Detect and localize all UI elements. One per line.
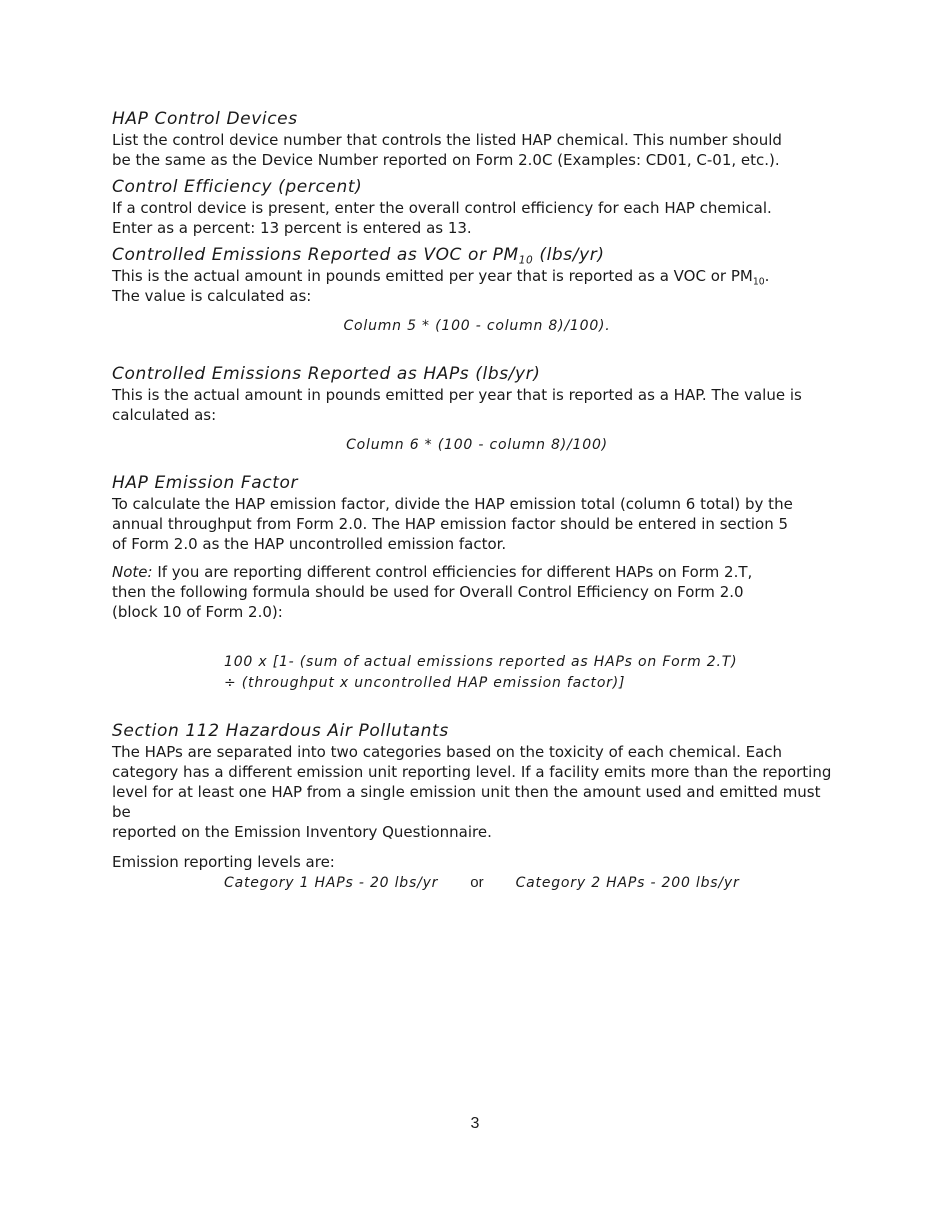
paragraph-line: be the same as the Device Number reported on Form 2.0C (Examples: CD01, C-01, etc.). — [112, 151, 780, 169]
paragraph-line — [112, 266, 842, 286]
heading-text: (lbs/yr) — [533, 245, 605, 265]
paragraph-line: This is the actual amount in pounds emitted per year that is reported as a HAP. The value is — [112, 386, 802, 404]
section-112-haps — [112, 720, 842, 894]
note-line — [112, 562, 842, 582]
paragraph-line: To calculate the HAP emission factor, divide the HAP emission total (column 6 total) by the — [112, 495, 793, 513]
paragraph-line: annual throughput from Form 2.0. The HAP emission factor should be entered in section 5 — [112, 515, 789, 533]
page-number: 3 — [470, 1115, 480, 1132]
formula-voc: Column 5 * (100 - column 8)/100). — [343, 318, 611, 334]
subscript: 10 — [518, 254, 534, 267]
paragraph-line: The value is calculated as: — [112, 287, 312, 305]
paragraph-line: calculated as: — [112, 406, 217, 424]
formula-control-efficiency-line2: ÷ (throughput x uncontrolled HAP emission factor)] — [224, 675, 626, 691]
note-line: then the following formula should be used for Overall Control Efficiency on Form 2.0 — [112, 583, 744, 601]
section-controlled-voc — [112, 244, 842, 337]
levels-intro: Emission reporting levels are: — [112, 853, 335, 871]
paragraph-line: List the control device number that controls the listed HAP chemical. This number should — [112, 131, 782, 149]
heading-controlled-voc — [112, 244, 842, 266]
reporting-levels — [112, 872, 842, 894]
note-line: (block 10 of Form 2.0): — [112, 603, 283, 621]
paragraph-text: This is the actual amount in pounds emitted per year that is reported as a VOC or PM — [112, 267, 753, 285]
heading-controlled-haps: Controlled Emissions Reported as HAPs (lbs/yr) — [112, 364, 541, 384]
category-1-level: Category 1 HAPs - 20 lbs/yr — [224, 875, 439, 891]
formula-control-efficiency-line1: 100 x [1- (sum of actual emissions reported as HAPs on Form 2.T) — [224, 654, 738, 670]
note-text: If you are reporting different control efficiencies for different HAPs on Form 2.T, — [152, 563, 753, 581]
paragraph-line: The HAPs are separated into two categories based on the toxicity of each chemical. Each — [112, 743, 783, 761]
paragraph-line: Enter as a percent: 13 percent is entered as 13. — [112, 219, 472, 237]
section-control-efficiency — [112, 176, 842, 238]
section-controlled-haps — [112, 363, 842, 456]
formula-haps: Column 6 * (100 - column 8)/100) — [346, 437, 608, 453]
heading-control-efficiency: Control Efficiency (percent) — [112, 177, 363, 197]
paragraph-line: level for at least one HAP from a single emission unit then the amount used and emitted must be — [112, 783, 821, 821]
paragraph-line: If a control device is present, enter the overall control efficiency for each HAP chemical. — [112, 199, 772, 217]
heading-hap-emission-factor: HAP Emission Factor — [112, 473, 299, 493]
category-2-level: Category 2 HAPs - 200 lbs/yr — [515, 875, 740, 891]
heading-hap-control-devices: HAP Control Devices — [112, 109, 298, 129]
paragraph-text: . — [764, 267, 770, 285]
heading-section-112: Section 112 Hazardous Air Pollutants — [112, 721, 449, 741]
subscript: 10 — [752, 276, 765, 288]
heading-text: Controlled Emissions Reported as VOC or PM — [112, 245, 519, 265]
section-hap-emission-factor — [112, 472, 842, 694]
document-body — [112, 108, 842, 900]
paragraph-line: of Form 2.0 as the HAP uncontrolled emission factor. — [112, 535, 507, 553]
or-separator: or — [470, 874, 484, 891]
note-label: Note: — [112, 563, 153, 581]
paragraph-line: category has a different emission unit reporting level. If a facility emits more than the reporting — [112, 763, 832, 781]
section-hap-control-devices — [112, 108, 842, 170]
paragraph-line: reported on the Emission Inventory Questionnaire. — [112, 823, 492, 841]
